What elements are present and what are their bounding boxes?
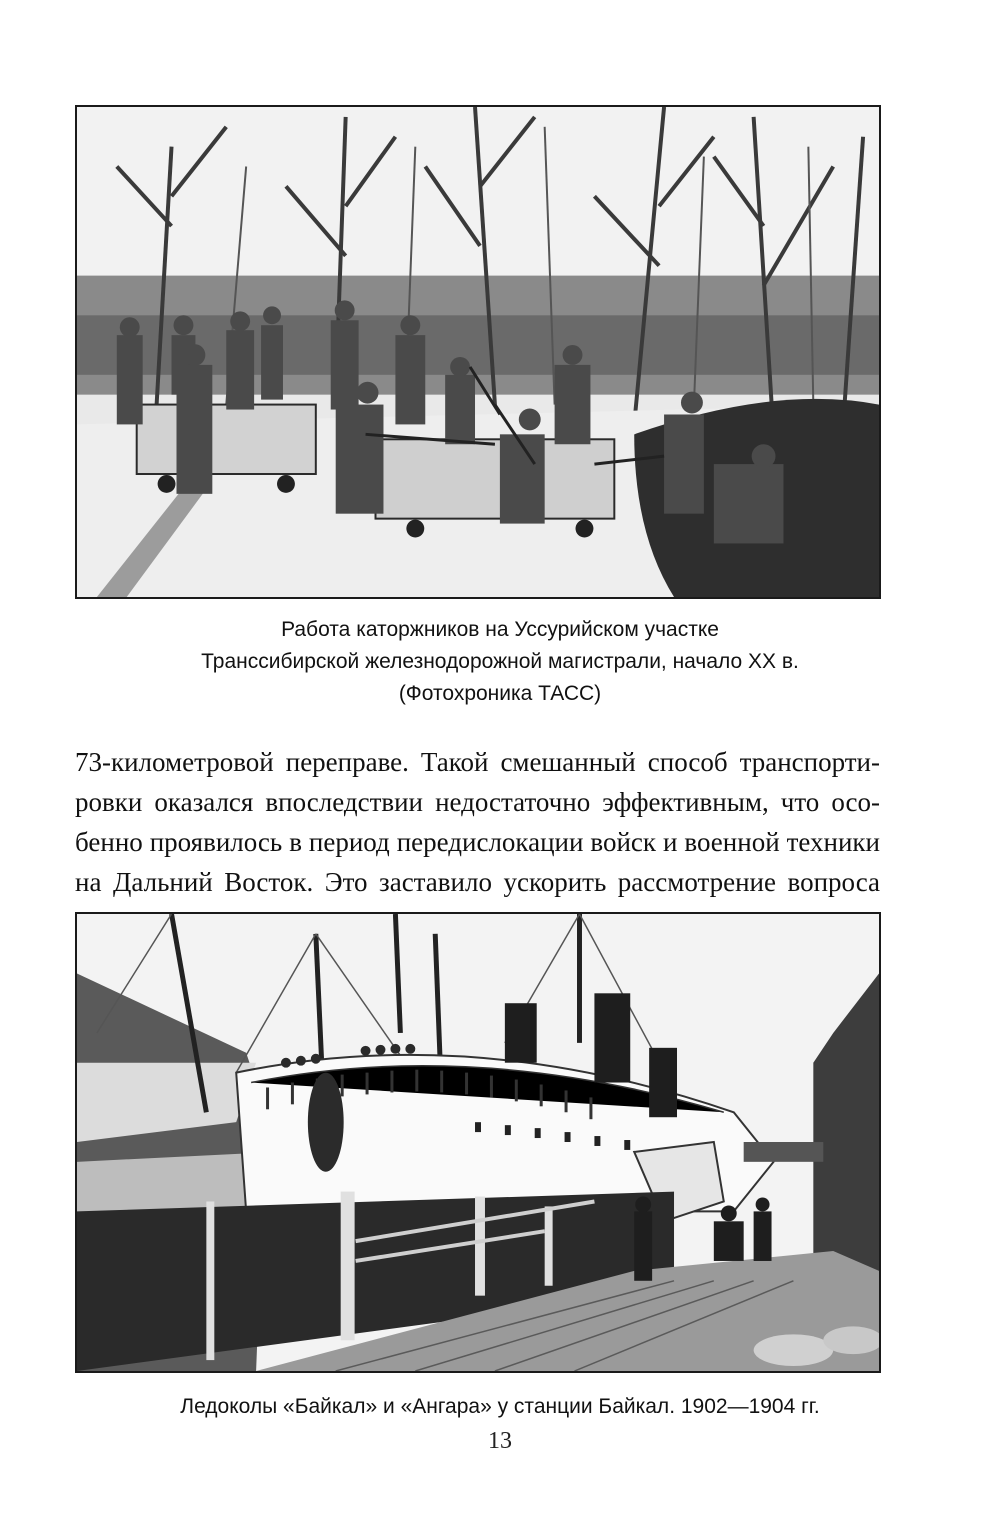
photo-icebreakers xyxy=(75,912,881,1373)
photo1-caption-line: (Фотохроника ТАСС) xyxy=(398,682,602,705)
photo-convict-labor-image xyxy=(77,107,879,597)
body-line: 73-километровой переправе. Такой смешанный способ транспорти- xyxy=(75,747,880,777)
photo-icebreakers-image xyxy=(77,914,879,1371)
photo1-caption-line: Транссибирской железнодорожной магистрали, начало XX в. xyxy=(201,650,799,673)
page-number: 13 xyxy=(488,1428,512,1454)
photo1-caption xyxy=(60,614,940,710)
photo2-caption xyxy=(60,1391,940,1423)
photo2-caption-text: Ледоколы «Байкал» и «Ангара» у станции Байкал. 1902—1904 гг. xyxy=(180,1395,820,1418)
photo1-caption-line: Работа каторжников на Уссурийском участке xyxy=(281,618,719,641)
photo-convict-labor xyxy=(75,105,881,599)
body-line: на Дальний Восток. Это заставило ускорить рассмотрение вопроса xyxy=(75,867,880,897)
body-paragraph xyxy=(75,742,880,902)
body-line: бенно проявилось в период передислокации войск и военной техники xyxy=(75,827,880,857)
body-line: ровки оказался впоследствии недостаточно эффективным, что осо- xyxy=(75,787,880,817)
